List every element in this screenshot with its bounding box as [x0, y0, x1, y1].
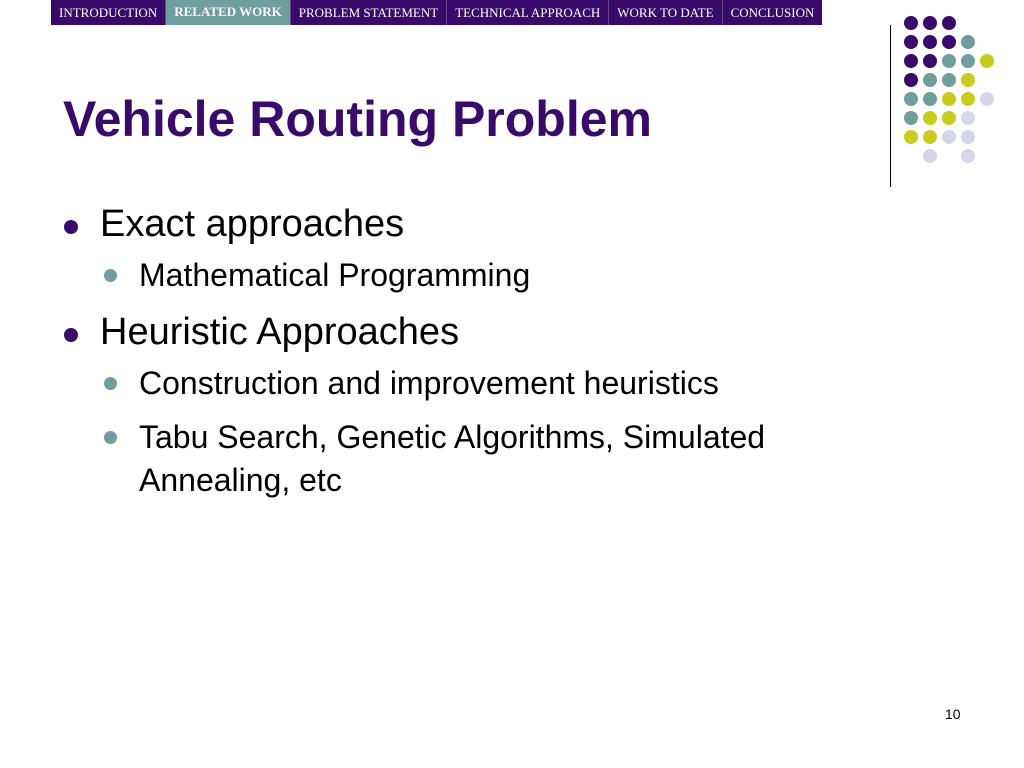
decorative-dot — [942, 130, 956, 144]
slide-title: Vehicle Routing Problem — [63, 91, 652, 147]
nav-tab-conclusion[interactable]: CONCLUSION — [730, 5, 815, 20]
sub-bullet-text: Tabu Search, Genetic Algorithms, Simulated Annealing, etc — [139, 419, 766, 498]
bullet-item-heuristic-approaches — [60, 308, 880, 356]
nav-tab-related-work[interactable]: RELATED WORK — [166, 0, 291, 25]
decorative-dot — [942, 35, 956, 49]
decorative-dot — [942, 111, 956, 125]
decorative-dot — [961, 92, 975, 106]
decorative-dot — [923, 92, 937, 106]
decorative-dot — [904, 92, 918, 106]
nav-tab-technical-approach[interactable]: TECHNICAL APPROACH — [447, 0, 609, 25]
decorative-dot — [923, 73, 937, 87]
page-number: 10 — [945, 706, 961, 722]
decorative-dot — [923, 35, 937, 49]
sub-bullet-dot-icon — [104, 377, 117, 390]
decorative-dot — [923, 16, 937, 30]
bullet-dot-icon — [64, 220, 78, 234]
sub-bullet-text: Construction and improvement heuristics — [139, 365, 719, 401]
decorative-dot — [923, 149, 937, 163]
sub-bullet-item-metaheuristics — [60, 416, 880, 502]
decorative-dot — [904, 16, 918, 30]
sub-bullet-item-construction-heuristics — [60, 362, 880, 405]
sub-bullet-dot-icon — [104, 431, 117, 444]
sub-bullet-item-mathematical-programming — [60, 254, 880, 297]
decorative-dot — [961, 35, 975, 49]
decorative-dot — [942, 73, 956, 87]
sub-bullet-text: Mathematical Programming — [139, 257, 531, 293]
decorative-dot — [923, 130, 937, 144]
bullet-text: Heuristic Approaches — [100, 311, 460, 353]
bullet-dot-icon — [64, 328, 78, 342]
decorative-dot — [961, 130, 975, 144]
decorative-dot — [961, 54, 975, 68]
decorative-divider-line — [890, 25, 891, 187]
decorative-dot — [923, 111, 937, 125]
decorative-dot — [961, 73, 975, 87]
decorative-dot — [961, 111, 975, 125]
decorative-dot — [961, 149, 975, 163]
sub-bullet-dot-icon — [104, 269, 117, 282]
decorative-dot — [980, 92, 994, 106]
decorative-dot — [942, 92, 956, 106]
decorative-dot — [942, 54, 956, 68]
nav-tab-work-to-date[interactable]: WORK TO DATE — [609, 0, 722, 25]
bullet-text: Exact approaches — [100, 203, 405, 245]
decorative-dot — [923, 54, 937, 68]
decorative-dot — [904, 111, 918, 125]
decorative-dot — [904, 130, 918, 144]
decorative-dot — [904, 35, 918, 49]
decorative-dot — [904, 73, 918, 87]
nav-tab-problem-statement[interactable]: PROBLEM STATEMENT — [291, 0, 447, 25]
decorative-dot — [904, 54, 918, 68]
bullet-item-exact-approaches — [60, 200, 880, 248]
bullet-list — [60, 200, 880, 513]
nav-tab-introduction[interactable]: INTRODUCTION — [51, 0, 166, 25]
decorative-dot — [980, 54, 994, 68]
decorative-dot — [942, 16, 956, 30]
